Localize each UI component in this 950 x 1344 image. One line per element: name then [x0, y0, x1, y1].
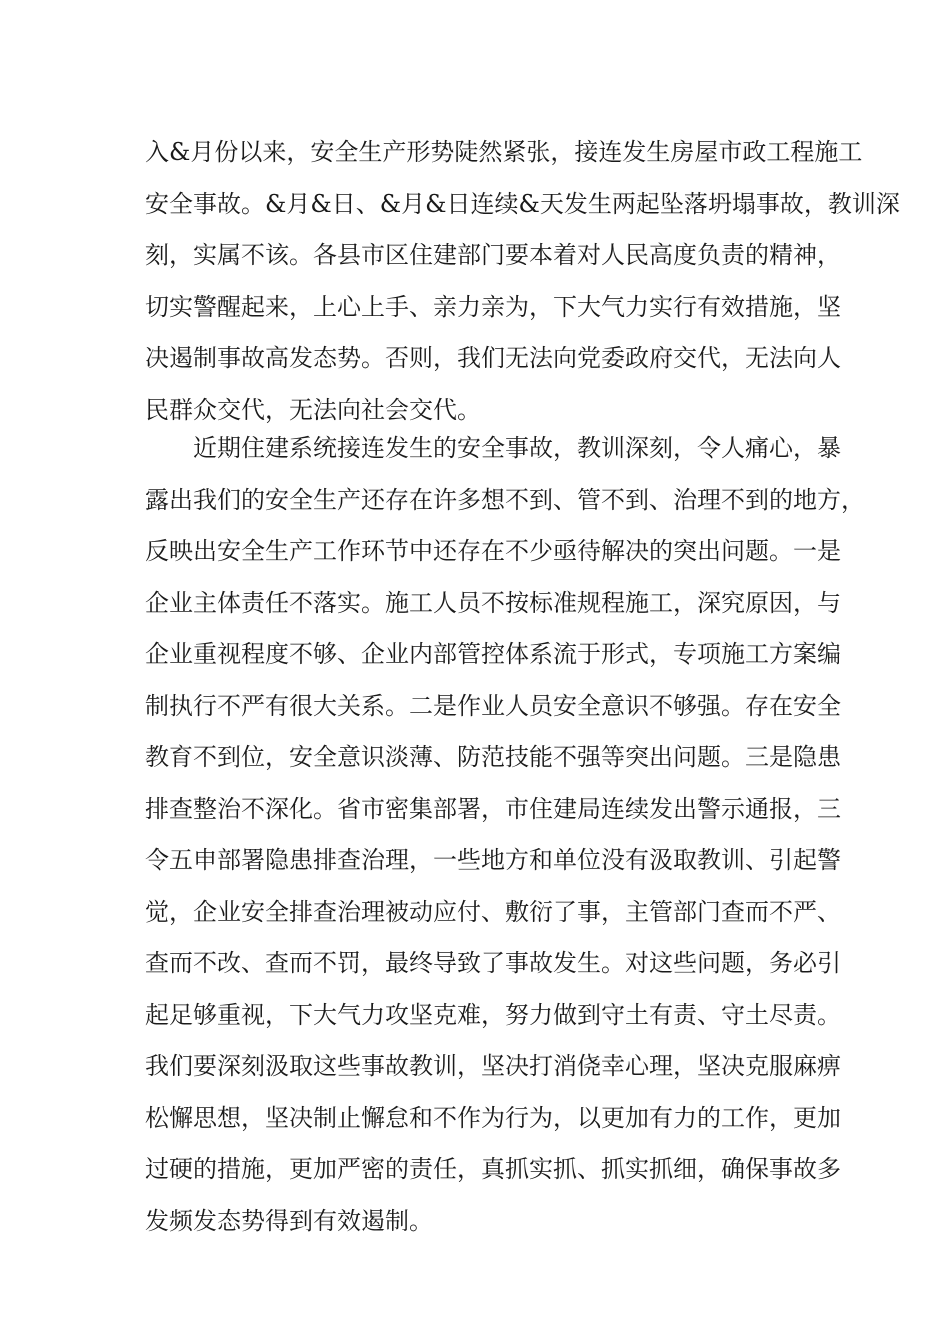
paragraph-line: 切实警醒起来，上心上手、亲力亲为，下大气力实行有效措施，坚 [145, 292, 841, 321]
paragraph-line: 过硬的措施，更加严密的责任，真抓实抓、抓实抓细，确保事故多 [145, 1155, 841, 1183]
paragraph-line: 觉，企业安全排查治理被动应付、敷衍了事，主管部门查而不严、 [145, 897, 841, 926]
paragraph-line: 我们要深刻汲取这些事故教训，坚决打消侥幸心理，坚决克服麻痹 [145, 1052, 841, 1080]
paragraph-first-line: 近期住建系统接连发生的安全事故，教训深刻，令人痛心，暴 [193, 434, 841, 462]
paragraph-line: 松懈思想，坚决制止懈怠和不作为行为，以更加有力的工作，更加 [145, 1103, 841, 1132]
paragraph-line: 刻，实属不该。各县市区住建部门要本着对人民高度负责的精神， [145, 241, 841, 269]
paragraph-line: 民群众交代，无法向社会交代。 [145, 395, 481, 424]
paragraph-line: 教育不到位，安全意识淡薄、防范技能不强等突出问题。三是隐患 [145, 743, 841, 771]
paragraph-line: 企业主体责任不落实。施工人员不按标准规程施工，深究原因，与 [145, 588, 841, 617]
paragraph-line: 令五申部署隐患排查治理，一些地方和单位没有汲取教训、引起警 [145, 846, 841, 874]
paragraph-1 [145, 127, 900, 436]
paragraph-line: 发频发态势得到有效遏制。 [145, 1206, 433, 1235]
paragraph-line: 制执行不严有很大关系。二是作业人员安全意识不够强。存在安全 [145, 691, 841, 720]
paragraph-line: 安全事故。&月&日、&月&日连续&天发生两起坠落坍塌事故，教训深 [145, 189, 900, 218]
paragraph-line: 决遏制事故高发态势。否则，我们无法向党委政府交代，无法向人 [145, 344, 841, 372]
paragraph-line: 反映出安全生产工作环节中还存在不少亟待解决的突出问题。一是 [145, 537, 841, 565]
paragraph-2 [145, 423, 865, 1247]
paragraph-line: 露出我们的安全生产还存在许多想不到、管不到、治理不到的地方， [145, 485, 865, 514]
paragraph-line: 排查整治不深化。省市密集部署，市住建局连续发出警示通报，三 [145, 794, 841, 823]
paragraph-line: 入&月份以来，安全生产形势陡然紧张，接连发生房屋市政工程施工 [145, 138, 863, 166]
paragraph-line: 企业重视程度不够、企业内部管控体系流于形式，专项施工方案编 [145, 640, 841, 668]
paragraph-line: 起足够重视，下大气力攻坚克难，努力做到守土有责、守土尽责。 [145, 1000, 841, 1029]
paragraph-line: 查而不改、查而不罚，最终导致了事故发生。对这些问题，务必引 [145, 949, 841, 977]
